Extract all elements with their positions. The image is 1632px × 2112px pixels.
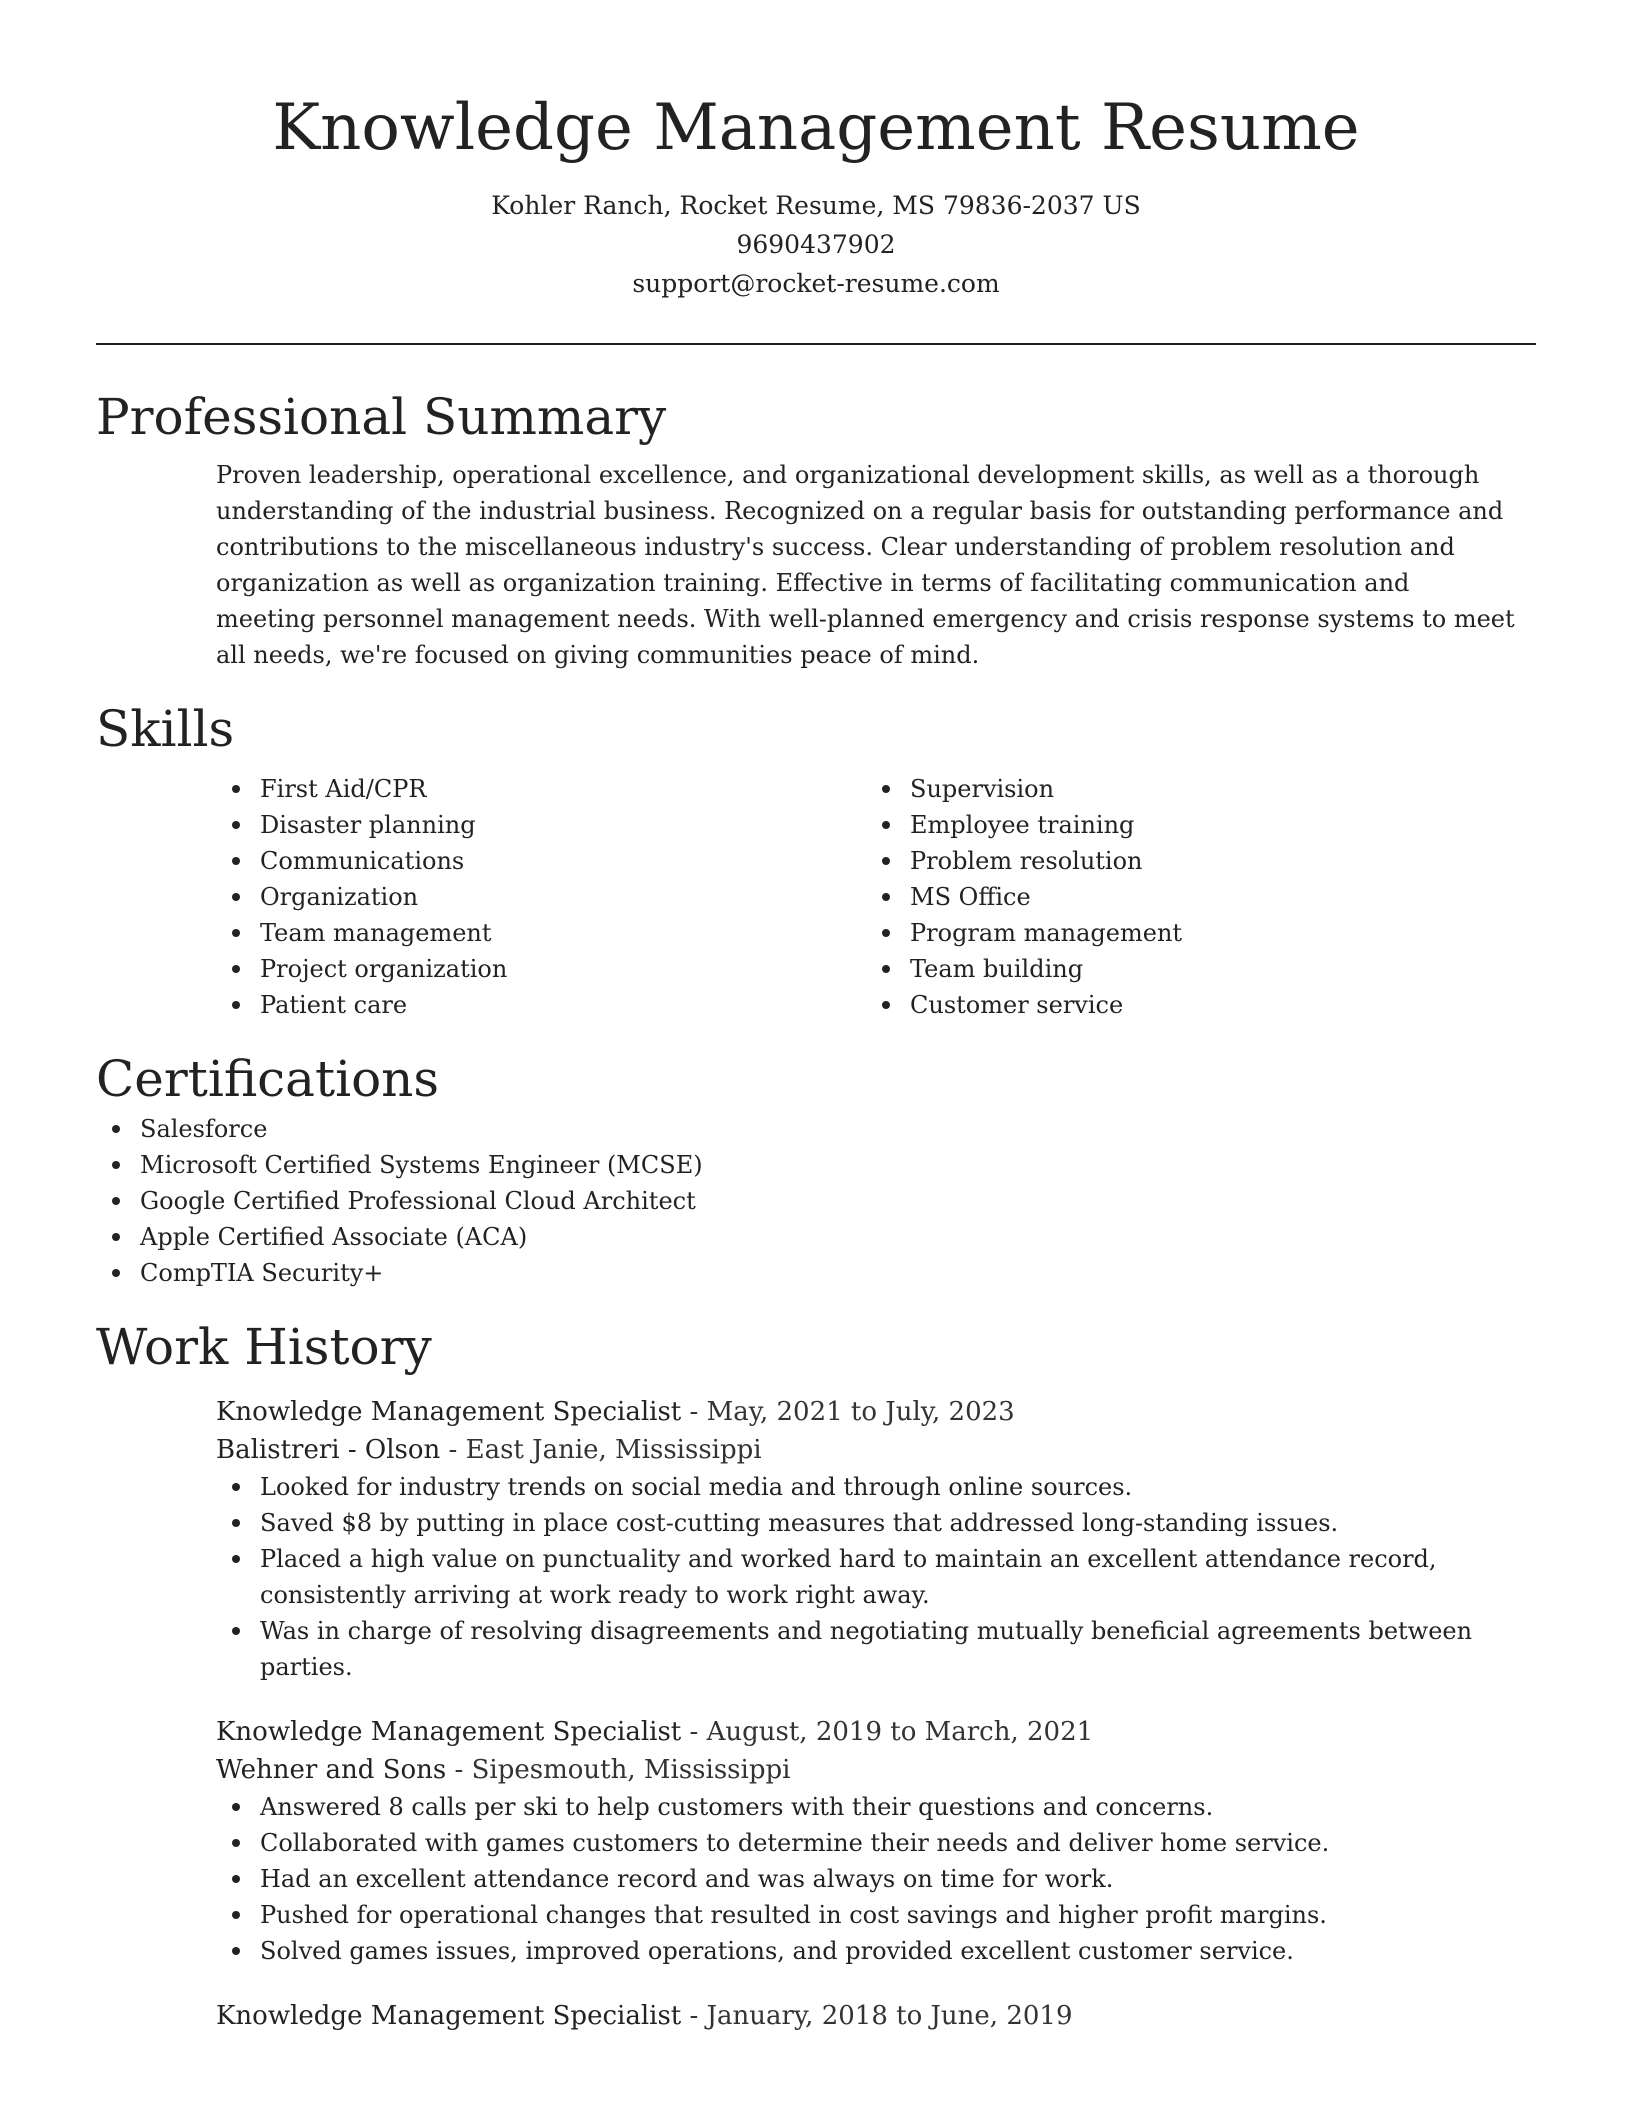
- list-item: Was in charge of resolving disagreements and negotiating mutually beneficial agreements between parties.: [216, 1613, 1536, 1685]
- header-divider: [96, 343, 1536, 345]
- list-item: Looked for industry trends on social media and through online sources.: [216, 1469, 1536, 1505]
- list-item: Collaborated with games customers to determine their needs and deliver home service.: [216, 1825, 1536, 1861]
- job-location: East Janie, Mississippi: [465, 1435, 762, 1465]
- job-company-line: Balistreri - Olson - East Janie, Mississippi: [216, 1435, 762, 1465]
- job-dates: January, 2018 to June, 2019: [706, 2001, 1073, 2031]
- skills-list-right: [866, 771, 1516, 1023]
- list-item: First Aid/CPR: [216, 771, 866, 807]
- list-item: Communications: [216, 843, 866, 879]
- job-dates: May, 2021 to July, 2023: [706, 1397, 1015, 1427]
- contact-phone: 9690437902: [736, 230, 896, 259]
- resume-page: [96, 0, 1536, 2035]
- list-item: Placed a high value on punctuality and worked hard to maintain an excellent attendance record, consistently arriving at work ready to work right away.: [216, 1541, 1536, 1613]
- list-item: Answered 8 calls per ski to help customers with their questions and concerns.: [216, 1789, 1536, 1825]
- list-item: Google Certified Professional Cloud Architect: [96, 1183, 1536, 1219]
- job-title: Knowledge Management Specialist: [216, 1717, 682, 1747]
- certifications-heading: Certifications: [96, 1050, 440, 1108]
- resume-title: Knowledge Management Resume: [272, 91, 1360, 165]
- summary-heading: Professional Summary: [96, 388, 667, 446]
- list-item: Patient care: [216, 987, 866, 1023]
- job-bullets: [216, 1469, 1536, 1685]
- list-item: Customer service: [866, 987, 1516, 1023]
- job-title-line: Knowledge Management Specialist - January, 2018 to June, 2019: [216, 2001, 1073, 2031]
- list-item: Problem resolution: [866, 843, 1516, 879]
- job-bullets: [216, 1789, 1536, 1969]
- list-item: Disaster planning: [216, 807, 866, 843]
- job-title: Knowledge Management Specialist: [216, 1397, 682, 1427]
- summary-text: Proven leadership, operational excellence, and organizational development skills, as well as a thorough understanding of the industrial business. Recognized on a regular basis for outstanding performance and contributions to the miscellaneous industry's success. Clear understanding of problem resolution and organization as well as organization training. Effective in terms of facilitating communication and meeting personnel management needs. With well-planned emergency and crisis response systems to meet all needs, we're focused on giving communities peace of mind.: [216, 461, 1515, 669]
- list-item: Project organization: [216, 951, 866, 987]
- job-location: Sipesmouth, Mississippi: [471, 1755, 791, 1785]
- list-item: Pushed for operational changes that resulted in cost savings and higher profit margins.: [216, 1897, 1536, 1933]
- job-company: Wehner and Sons: [216, 1755, 447, 1785]
- list-item: Solved games issues, improved operations, and provided excellent customer service.: [216, 1933, 1536, 1969]
- job-entry: [216, 1713, 1536, 1969]
- job-company: Balistreri - Olson: [216, 1435, 441, 1465]
- skills-heading: Skills: [96, 700, 235, 758]
- job-company-line: Wehner and Sons - Sipesmouth, Mississippi: [216, 1755, 791, 1785]
- list-item: Had an excellent attendance record and was always on time for work.: [216, 1861, 1536, 1897]
- skills-list-left: [216, 771, 866, 1023]
- contact-info: [96, 186, 1536, 303]
- list-item: Saved $8 by putting in place cost-cutting measures that addressed long-standing issues.: [216, 1505, 1536, 1541]
- certifications-section: [96, 1047, 1536, 1291]
- job-entry: [216, 1997, 1536, 2035]
- list-item: Apple Certified Associate (ACA): [96, 1219, 1536, 1255]
- work-history-heading: Work History: [96, 1318, 432, 1376]
- work-history-section: [96, 1315, 1536, 2035]
- skills-columns: [216, 771, 1536, 1023]
- list-item: CompTIA Security+: [96, 1255, 1536, 1291]
- list-item: Microsoft Certified Systems Engineer (MCSE): [96, 1147, 1536, 1183]
- list-item: Program management: [866, 915, 1516, 951]
- job-entry: [216, 1393, 1536, 1685]
- contact-address: Kohler Ranch, Rocket Resume, MS 79836-2037 US: [491, 191, 1141, 220]
- list-item: Team management: [216, 915, 866, 951]
- skills-section: [96, 697, 1536, 1023]
- list-item: Organization: [216, 879, 866, 915]
- certifications-list: [96, 1111, 1536, 1291]
- job-title-line: Knowledge Management Specialist - May, 2021 to July, 2023: [216, 1397, 1015, 1427]
- resume-header: [96, 0, 1536, 303]
- list-item: MS Office: [866, 879, 1516, 915]
- list-item: Team building: [866, 951, 1516, 987]
- list-item: Salesforce: [96, 1111, 1536, 1147]
- summary-section: [96, 385, 1536, 673]
- list-item: Employee training: [866, 807, 1516, 843]
- job-title: Knowledge Management Specialist: [216, 2001, 682, 2031]
- contact-email: support@rocket-resume.com: [632, 269, 1000, 298]
- list-item: Supervision: [866, 771, 1516, 807]
- job-dates: August, 2019 to March, 2021: [706, 1717, 1094, 1747]
- job-title-line: Knowledge Management Specialist - August, 2019 to March, 2021: [216, 1717, 1094, 1747]
